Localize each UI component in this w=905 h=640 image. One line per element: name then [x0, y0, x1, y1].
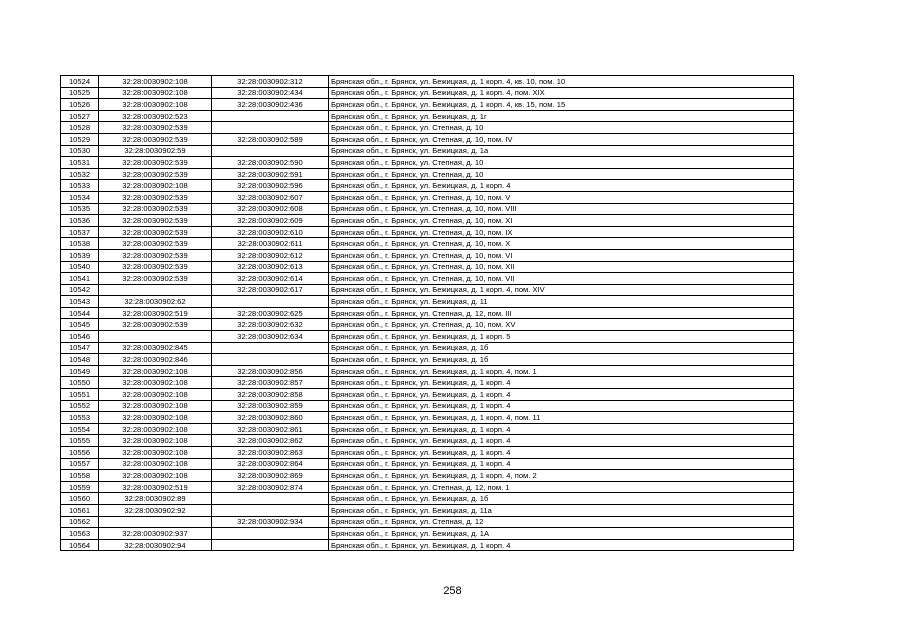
- object-cadastral-number-cell: 32:28:0030902:874: [212, 481, 329, 493]
- page-number: 258: [443, 585, 462, 597]
- row-number-cell: 10530: [61, 145, 99, 157]
- parcel-cadastral-number-cell: 32:28:0030902:62: [99, 296, 212, 308]
- address-cell: Брянская обл., г. Брянск, ул. Степная, д. 10, пом. XI: [329, 215, 794, 227]
- object-cadastral-number-cell: 32:28:0030902:589: [212, 133, 329, 145]
- object-cadastral-number-cell: 32:28:0030902:596: [212, 180, 329, 192]
- table-row: [61, 435, 794, 447]
- address-cell: Брянская обл., г. Брянск, ул. Бежицкая, д. 1 корп. 4: [329, 435, 794, 447]
- address-cell: Брянская обл., г. Брянск, ул. Степная, д. 10, пом. VII: [329, 273, 794, 285]
- address-cell: Брянская обл., г. Брянск, ул. Бежицкая, д. 1 корп. 4: [329, 447, 794, 459]
- object-cadastral-number-cell: 32:28:0030902:858: [212, 389, 329, 401]
- table-row: [61, 447, 794, 459]
- parcel-cadastral-number-cell: [99, 284, 212, 296]
- table-row: [61, 110, 794, 122]
- object-cadastral-number-cell: 32:28:0030902:613: [212, 261, 329, 273]
- table-row: [61, 516, 794, 528]
- parcel-cadastral-number-cell: 32:28:0030902:108: [99, 87, 212, 99]
- table-row: [61, 99, 794, 111]
- table-row: [61, 400, 794, 412]
- table-row: [61, 470, 794, 482]
- row-number-cell: 10538: [61, 238, 99, 250]
- address-cell: Брянская обл., г. Брянск, ул. Бежицкая, д. 1 корп. 4, пом. 1: [329, 365, 794, 377]
- table-row: [61, 504, 794, 516]
- table-row: [61, 87, 794, 99]
- row-number-cell: 10552: [61, 400, 99, 412]
- address-cell: Брянская обл., г. Брянск, ул. Степная, д. 10, пом. IV: [329, 133, 794, 145]
- parcel-cadastral-number-cell: 32:28:0030902:108: [99, 423, 212, 435]
- parcel-cadastral-number-cell: 32:28:0030902:539: [99, 168, 212, 180]
- row-number-cell: 10562: [61, 516, 99, 528]
- parcel-cadastral-number-cell: 32:28:0030902:846: [99, 354, 212, 366]
- address-cell: Брянская обл., г. Брянск, ул. Бежицкая, д. 1 корп. 4: [329, 400, 794, 412]
- row-number-cell: 10547: [61, 342, 99, 354]
- parcel-cadastral-number-cell: 32:28:0030902:108: [99, 435, 212, 447]
- row-number-cell: 10556: [61, 447, 99, 459]
- address-cell: Брянская обл., г. Брянск, ул. Степная, д. 10, пом. VIII: [329, 203, 794, 215]
- object-cadastral-number-cell: 32:28:0030902:591: [212, 168, 329, 180]
- parcel-cadastral-number-cell: [99, 331, 212, 343]
- registry-table: [60, 75, 794, 551]
- row-number-cell: 10529: [61, 133, 99, 145]
- table-row: [61, 539, 794, 551]
- row-number-cell: 10549: [61, 365, 99, 377]
- row-number-cell: 10554: [61, 423, 99, 435]
- table-row: [61, 481, 794, 493]
- table-row: [61, 168, 794, 180]
- parcel-cadastral-number-cell: 32:28:0030902:519: [99, 307, 212, 319]
- address-cell: Брянская обл., г. Брянск, ул. Бежицкая, д. 11: [329, 296, 794, 308]
- parcel-cadastral-number-cell: 32:28:0030902:539: [99, 157, 212, 169]
- row-number-cell: 10543: [61, 296, 99, 308]
- row-number-cell: 10557: [61, 458, 99, 470]
- table-row: [61, 215, 794, 227]
- row-number-cell: 10534: [61, 191, 99, 203]
- object-cadastral-number-cell: [212, 493, 329, 505]
- address-cell: Брянская обл., г. Брянск, ул. Степная, д. 10: [329, 157, 794, 169]
- table-row: [61, 76, 794, 88]
- parcel-cadastral-number-cell: 32:28:0030902:108: [99, 412, 212, 424]
- object-cadastral-number-cell: 32:28:0030902:611: [212, 238, 329, 250]
- row-number-cell: 10564: [61, 539, 99, 551]
- row-number-cell: 10535: [61, 203, 99, 215]
- table-row: [61, 145, 794, 157]
- parcel-cadastral-number-cell: 32:28:0030902:108: [99, 99, 212, 111]
- row-number-cell: 10544: [61, 307, 99, 319]
- object-cadastral-number-cell: 32:28:0030902:434: [212, 87, 329, 99]
- parcel-cadastral-number-cell: 32:28:0030902:108: [99, 400, 212, 412]
- address-cell: Брянская обл., г. Брянск, ул. Бежицкая, д. 1б: [329, 354, 794, 366]
- object-cadastral-number-cell: 32:28:0030902:632: [212, 319, 329, 331]
- table-row: [61, 458, 794, 470]
- table-row: [61, 377, 794, 389]
- table-row: [61, 180, 794, 192]
- parcel-cadastral-number-cell: 32:28:0030902:539: [99, 215, 212, 227]
- parcel-cadastral-number-cell: 32:28:0030902:108: [99, 447, 212, 459]
- row-number-cell: 10555: [61, 435, 99, 447]
- table-row: [61, 412, 794, 424]
- parcel-cadastral-number-cell: 32:28:0030902:539: [99, 249, 212, 261]
- parcel-cadastral-number-cell: 32:28:0030902:108: [99, 458, 212, 470]
- object-cadastral-number-cell: 32:28:0030902:590: [212, 157, 329, 169]
- address-cell: Брянская обл., г. Брянск, ул. Степная, д. 10, пом. V: [329, 191, 794, 203]
- object-cadastral-number-cell: 32:28:0030902:857: [212, 377, 329, 389]
- parcel-cadastral-number-cell: 32:28:0030902:539: [99, 226, 212, 238]
- row-number-cell: 10525: [61, 87, 99, 99]
- parcel-cadastral-number-cell: 32:28:0030902:539: [99, 261, 212, 273]
- parcel-cadastral-number-cell: 32:28:0030902:94: [99, 539, 212, 551]
- table-row: [61, 226, 794, 238]
- object-cadastral-number-cell: 32:28:0030902:934: [212, 516, 329, 528]
- table-row: [61, 191, 794, 203]
- table-row: [61, 342, 794, 354]
- object-cadastral-number-cell: 32:28:0030902:856: [212, 365, 329, 377]
- address-cell: Брянская обл., г. Брянск, ул. Бежицкая, д. 1 корп. 4, кв. 10, пом. 10: [329, 76, 794, 88]
- table-row: [61, 331, 794, 343]
- row-number-cell: 10528: [61, 122, 99, 134]
- object-cadastral-number-cell: [212, 528, 329, 540]
- registry-body: [61, 76, 794, 551]
- object-cadastral-number-cell: 32:28:0030902:609: [212, 215, 329, 227]
- address-cell: Брянская обл., г. Брянск, ул. Бежицкая, д. 11а: [329, 504, 794, 516]
- object-cadastral-number-cell: 32:28:0030902:612: [212, 249, 329, 261]
- address-cell: Брянская обл., г. Брянск, ул. Бежицкая, д. 1б: [329, 493, 794, 505]
- row-number-cell: 10526: [61, 99, 99, 111]
- row-number-cell: 10537: [61, 226, 99, 238]
- address-cell: Брянская обл., г. Брянск, ул. Бежицкая, д. 1 корп. 4, пом. XIV: [329, 284, 794, 296]
- table-row: [61, 273, 794, 285]
- address-cell: Брянская обл., г. Брянск, ул. Бежицкая, д. 1 корп. 4, пом. 11: [329, 412, 794, 424]
- object-cadastral-number-cell: 32:28:0030902:617: [212, 284, 329, 296]
- object-cadastral-number-cell: 32:28:0030902:436: [212, 99, 329, 111]
- row-number-cell: 10548: [61, 354, 99, 366]
- parcel-cadastral-number-cell: 32:28:0030902:539: [99, 203, 212, 215]
- parcel-cadastral-number-cell: 32:28:0030902:108: [99, 76, 212, 88]
- row-number-cell: 10550: [61, 377, 99, 389]
- row-number-cell: 10546: [61, 331, 99, 343]
- table-row: [61, 319, 794, 331]
- object-cadastral-number-cell: [212, 122, 329, 134]
- object-cadastral-number-cell: [212, 504, 329, 516]
- parcel-cadastral-number-cell: 32:28:0030902:523: [99, 110, 212, 122]
- object-cadastral-number-cell: 32:28:0030902:607: [212, 191, 329, 203]
- parcel-cadastral-number-cell: 32:28:0030902:539: [99, 133, 212, 145]
- object-cadastral-number-cell: [212, 539, 329, 551]
- object-cadastral-number-cell: [212, 145, 329, 157]
- table-row: [61, 133, 794, 145]
- address-cell: Брянская обл., г. Брянск, ул. Бежицкая, д. 1 корп. 4: [329, 389, 794, 401]
- address-cell: Брянская обл., г. Брянск, ул. Бежицкая, д. 1б: [329, 342, 794, 354]
- table-row: [61, 307, 794, 319]
- object-cadastral-number-cell: 32:28:0030902:634: [212, 331, 329, 343]
- row-number-cell: 10560: [61, 493, 99, 505]
- parcel-cadastral-number-cell: 32:28:0030902:539: [99, 238, 212, 250]
- row-number-cell: 10541: [61, 273, 99, 285]
- object-cadastral-number-cell: 32:28:0030902:862: [212, 435, 329, 447]
- object-cadastral-number-cell: 32:28:0030902:614: [212, 273, 329, 285]
- row-number-cell: 10542: [61, 284, 99, 296]
- address-cell: Брянская обл., г. Брянск, ул. Бежицкая, д. 1А: [329, 528, 794, 540]
- row-number-cell: 10545: [61, 319, 99, 331]
- row-number-cell: 10532: [61, 168, 99, 180]
- address-cell: Брянская обл., г. Брянск, ул. Бежицкая, д. 1 корп. 4, кв. 15, пом. 15: [329, 99, 794, 111]
- row-number-cell: 10539: [61, 249, 99, 261]
- row-number-cell: 10551: [61, 389, 99, 401]
- object-cadastral-number-cell: 32:28:0030902:869: [212, 470, 329, 482]
- table-row: [61, 261, 794, 273]
- address-cell: Брянская обл., г. Брянск, ул. Бежицкая, д. 1 корп. 4: [329, 377, 794, 389]
- object-cadastral-number-cell: 32:28:0030902:625: [212, 307, 329, 319]
- object-cadastral-number-cell: 32:28:0030902:860: [212, 412, 329, 424]
- address-cell: Брянская обл., г. Брянск, ул. Степная, д. 10, пом. VI: [329, 249, 794, 261]
- object-cadastral-number-cell: [212, 110, 329, 122]
- row-number-cell: 10527: [61, 110, 99, 122]
- parcel-cadastral-number-cell: 32:28:0030902:539: [99, 319, 212, 331]
- parcel-cadastral-number-cell: 32:28:0030902:539: [99, 122, 212, 134]
- address-cell: Брянская обл., г. Брянск, ул. Степная, д. 12: [329, 516, 794, 528]
- parcel-cadastral-number-cell: 32:28:0030902:539: [99, 191, 212, 203]
- table-row: [61, 296, 794, 308]
- address-cell: Брянская обл., г. Брянск, ул. Бежицкая, д. 1 корп. 4: [329, 180, 794, 192]
- object-cadastral-number-cell: 32:28:0030902:863: [212, 447, 329, 459]
- table-row: [61, 493, 794, 505]
- object-cadastral-number-cell: 32:28:0030902:859: [212, 400, 329, 412]
- row-number-cell: 10540: [61, 261, 99, 273]
- parcel-cadastral-number-cell: 32:28:0030902:108: [99, 470, 212, 482]
- parcel-cadastral-number-cell: 32:28:0030902:845: [99, 342, 212, 354]
- table-row: [61, 354, 794, 366]
- address-cell: Брянская обл., г. Брянск, ул. Степная, д. 10, пом. XV: [329, 319, 794, 331]
- address-cell: Брянская обл., г. Брянск, ул. Бежицкая, д. 1 корп. 4, пом. XIX: [329, 87, 794, 99]
- row-number-cell: 10559: [61, 481, 99, 493]
- row-number-cell: 10536: [61, 215, 99, 227]
- object-cadastral-number-cell: 32:28:0030902:610: [212, 226, 329, 238]
- parcel-cadastral-number-cell: 32:28:0030902:92: [99, 504, 212, 516]
- table-row: [61, 122, 794, 134]
- address-cell: Брянская обл., г. Брянск, ул. Бежицкая, д. 1г: [329, 110, 794, 122]
- row-number-cell: 10558: [61, 470, 99, 482]
- table-row: [61, 157, 794, 169]
- address-cell: Брянская обл., г. Брянск, ул. Степная, д. 10: [329, 168, 794, 180]
- address-cell: Брянская обл., г. Брянск, ул. Бежицкая, д. 1 корп. 4: [329, 539, 794, 551]
- table-row: [61, 249, 794, 261]
- parcel-cadastral-number-cell: [99, 516, 212, 528]
- object-cadastral-number-cell: [212, 354, 329, 366]
- object-cadastral-number-cell: 32:28:0030902:864: [212, 458, 329, 470]
- address-cell: Брянская обл., г. Брянск, ул. Степная, д. 12, пом. III: [329, 307, 794, 319]
- table-row: [61, 365, 794, 377]
- address-cell: Брянская обл., г. Брянск, ул. Степная, д. 10, пом. X: [329, 238, 794, 250]
- address-cell: Брянская обл., г. Брянск, ул. Степная, д. 12, пом. 1: [329, 481, 794, 493]
- table-row: [61, 423, 794, 435]
- address-cell: Брянская обл., г. Брянск, ул. Бежицкая, д. 1 корп. 4: [329, 458, 794, 470]
- parcel-cadastral-number-cell: 32:28:0030902:108: [99, 389, 212, 401]
- object-cadastral-number-cell: [212, 296, 329, 308]
- table-row: [61, 284, 794, 296]
- address-cell: Брянская обл., г. Брянск, ул. Бежицкая, д. 1 корп. 5: [329, 331, 794, 343]
- address-cell: Брянская обл., г. Брянск, ул. Степная, д. 10, пом. IX: [329, 226, 794, 238]
- object-cadastral-number-cell: 32:28:0030902:608: [212, 203, 329, 215]
- object-cadastral-number-cell: 32:28:0030902:312: [212, 76, 329, 88]
- row-number-cell: 10563: [61, 528, 99, 540]
- row-number-cell: 10553: [61, 412, 99, 424]
- row-number-cell: 10533: [61, 180, 99, 192]
- row-number-cell: 10531: [61, 157, 99, 169]
- object-cadastral-number-cell: 32:28:0030902:861: [212, 423, 329, 435]
- parcel-cadastral-number-cell: 32:28:0030902:59: [99, 145, 212, 157]
- parcel-cadastral-number-cell: 32:28:0030902:108: [99, 180, 212, 192]
- row-number-cell: 10524: [61, 76, 99, 88]
- table-row: [61, 528, 794, 540]
- row-number-cell: 10561: [61, 504, 99, 516]
- parcel-cadastral-number-cell: 32:28:0030902:937: [99, 528, 212, 540]
- parcel-cadastral-number-cell: 32:28:0030902:539: [99, 273, 212, 285]
- address-cell: Брянская обл., г. Брянск, ул. Бежицкая, д. 1 корп. 4: [329, 423, 794, 435]
- address-cell: Брянская обл., г. Брянск, ул. Степная, д. 10: [329, 122, 794, 134]
- parcel-cadastral-number-cell: 32:28:0030902:108: [99, 365, 212, 377]
- table-row: [61, 389, 794, 401]
- object-cadastral-number-cell: [212, 342, 329, 354]
- table-row: [61, 203, 794, 215]
- address-cell: Брянская обл., г. Брянск, ул. Степная, д. 10, пом. XII: [329, 261, 794, 273]
- address-cell: Брянская обл., г. Брянск, ул. Бежицкая, д. 1 корп. 4, пом. 2: [329, 470, 794, 482]
- parcel-cadastral-number-cell: 32:28:0030902:108: [99, 377, 212, 389]
- table-row: [61, 238, 794, 250]
- address-cell: Брянская обл., г. Брянск, ул. Бежицкая, д. 1а: [329, 145, 794, 157]
- parcel-cadastral-number-cell: 32:28:0030902:519: [99, 481, 212, 493]
- parcel-cadastral-number-cell: 32:28:0030902:89: [99, 493, 212, 505]
